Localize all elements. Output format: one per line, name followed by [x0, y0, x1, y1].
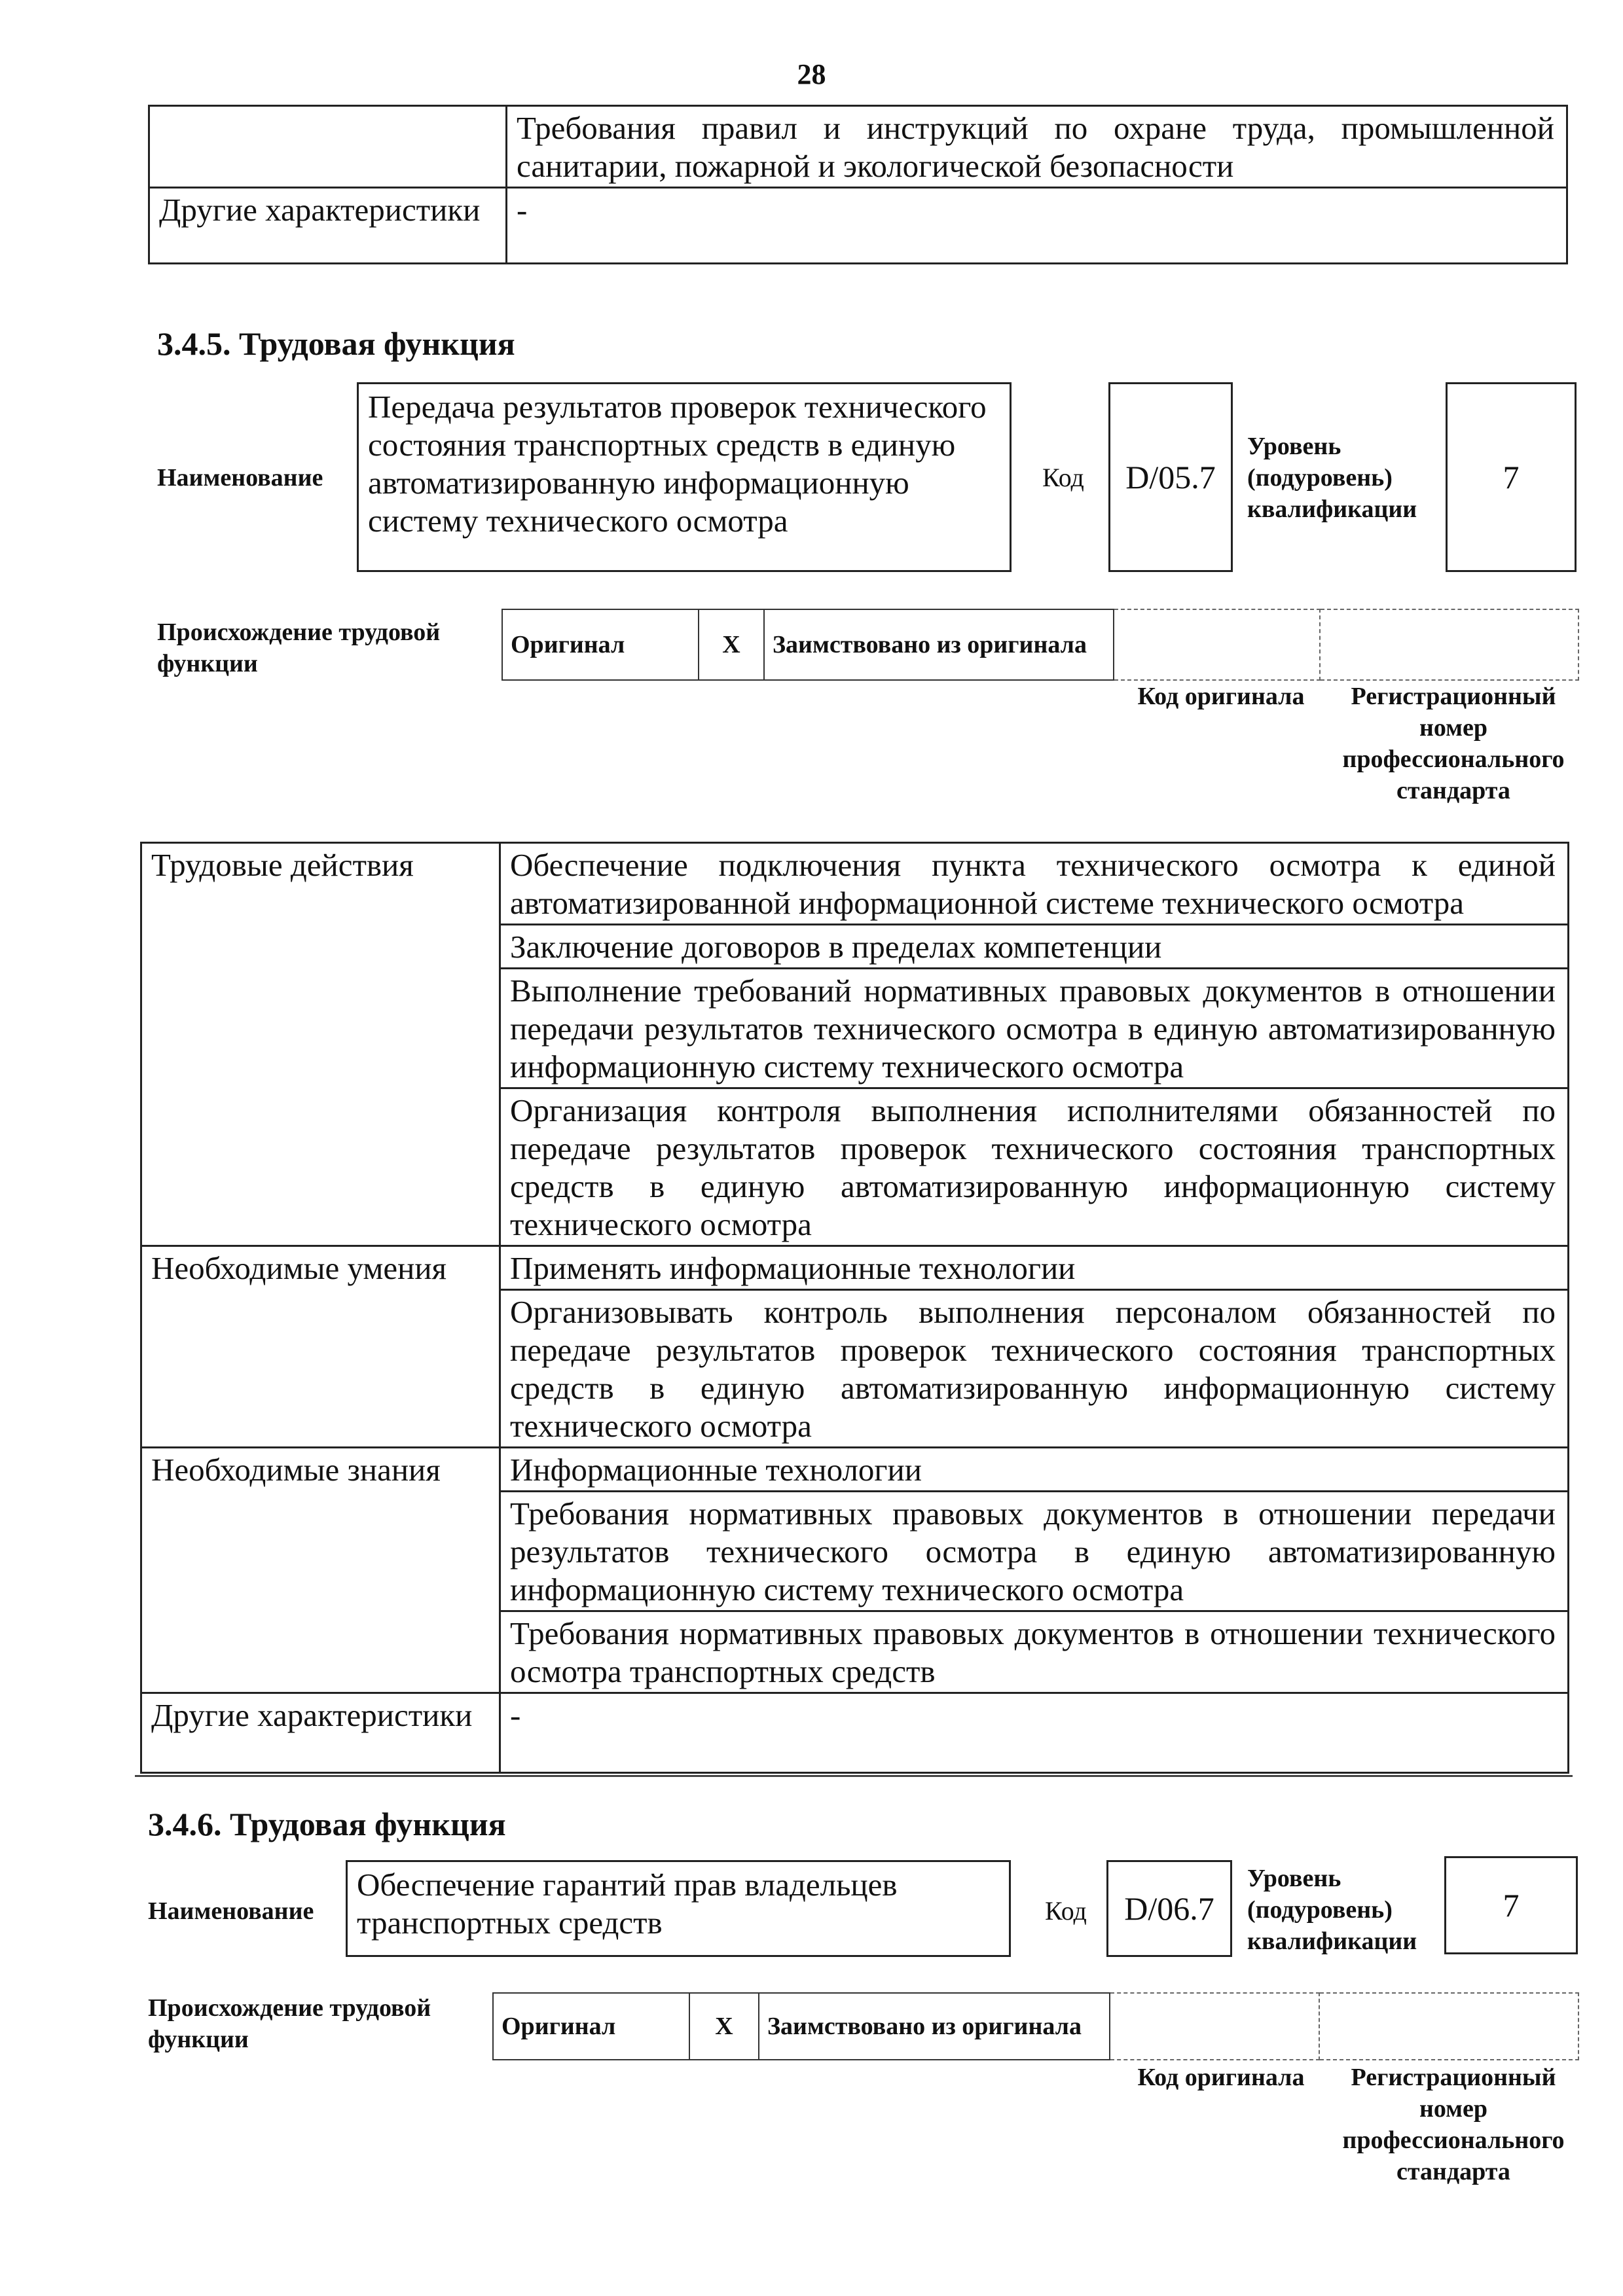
section-345-origin-table: [501, 609, 1579, 681]
section-346-code-box: [1106, 1860, 1232, 1957]
page-number: 28: [797, 58, 826, 90]
section-346-level-label: Уровень (подуровень) квалификации: [1247, 1865, 1417, 1955]
row-value: Требования нормативных правовых документов в отношении технического осмотра транспортных средств: [500, 1611, 1569, 1693]
section-346-caption-reg: Регистрационный номер профессионального стандарта: [1342, 2064, 1565, 2185]
top-table-value-2: -: [507, 188, 1567, 264]
section-346-name-box: [346, 1860, 1011, 1957]
top-table-value-1: Требования правил и инструкций по охране труда, промышленной санитарии, пожарной и экологической безопасности: [507, 106, 1567, 188]
section-345-origin-reg-cell: [1320, 609, 1578, 680]
section-345-origin-mark: X: [699, 609, 764, 680]
section-345-title: 3.4.5. Трудовая функция: [157, 325, 515, 362]
top-table-label-2: Другие характеристики: [149, 188, 507, 264]
divider: [135, 1775, 1573, 1777]
section-346-origin-code-cell: [1110, 1993, 1319, 2060]
section-345-origin-label: Происхождение трудовой функции: [157, 619, 441, 677]
section-346-origin-original: Оригинал: [493, 1993, 689, 2060]
row-value: Информационные технологии: [500, 1448, 1569, 1492]
section-346-origin-borrowed: Заимствовано из оригинала: [759, 1993, 1110, 2060]
section-345-code-value: D/05.7: [1125, 459, 1216, 495]
section-345-table: [140, 842, 1569, 1774]
row-label-knowledge: Необходимые знания: [141, 1448, 500, 1693]
section-345-name-value: Передача результатов проверок технического состояния транспортных средств в единую автоматизированную информационную систему технического осмотра: [368, 389, 987, 539]
section-346-name-label: Наименование: [148, 1897, 314, 1925]
row-value: Обеспечение подключения пункта технического осмотра к единой автоматизированной информационной системе технического осмотра: [500, 843, 1569, 925]
section-346-origin-reg-cell: [1319, 1993, 1578, 2060]
row-value: Организовывать контроль выполнения персоналом обязанностей по передаче результатов проверок технического состояния транспортных средств в единую автоматизированную информационную систему технического осмотра: [500, 1290, 1569, 1448]
section-345-level-box: [1446, 382, 1577, 572]
row-value: Заключение договоров в пределах компетенции: [500, 925, 1569, 969]
section-346-title: 3.4.6. Трудовая функция: [148, 1806, 506, 1842]
row-value: Применять информационные технологии: [500, 1246, 1569, 1290]
section-345-level-label: Уровень (подуровень) квалификации: [1247, 433, 1417, 523]
section-345-caption-code: Код оригинала: [1137, 683, 1305, 710]
section-346-caption-code: Код оригинала: [1137, 2064, 1305, 2091]
row-value: Требования нормативных правовых документов в отношении передачи результатов технического осмотра в единую автоматизированную информационную систему технического осмотра: [500, 1492, 1569, 1611]
section-345-level-value: 7: [1503, 459, 1520, 495]
section-346-origin-label: Происхождение трудовой функции: [148, 1994, 431, 2053]
section-346-name-value: Обеспечение гарантий прав владельцев транспортных средств: [357, 1867, 898, 1941]
section-345-origin-code-cell: [1114, 609, 1320, 680]
row-label-labor-actions: Трудовые действия: [141, 843, 500, 1246]
section-346-code-value: D/06.7: [1124, 1890, 1214, 1927]
section-346-code-label: Код: [1045, 1896, 1087, 1926]
section-345-origin-borrowed: Заимствовано из оригинала: [764, 609, 1114, 680]
section-345-caption-reg: Регистрационный номер профессионального стандарта: [1342, 683, 1565, 804]
row-label-other: Другие характеристики: [141, 1693, 500, 1773]
section-345-name-label: Наименование: [157, 464, 323, 492]
section-345-name-box: [357, 382, 1012, 572]
top-table: [148, 105, 1568, 264]
section-345-code-label: Код: [1042, 463, 1084, 492]
top-table-label-1: [149, 106, 507, 188]
row-value: -: [500, 1693, 1569, 1773]
row-label-skills: Необходимые умения: [141, 1246, 500, 1448]
section-346-origin-mark: X: [689, 1993, 759, 2060]
section-346-origin-table: [492, 1992, 1579, 2060]
section-345-code-box: [1108, 382, 1233, 572]
section-345-origin-original: Оригинал: [502, 609, 699, 680]
row-value: Организация контроля выполнения исполнителями обязанностей по передаче результатов проверок технического состояния транспортных средств в единую автоматизированную информационную систему технического осмотра: [500, 1088, 1569, 1246]
section-346-level-box: [1444, 1856, 1578, 1954]
section-346-level-value: 7: [1503, 1887, 1520, 1924]
row-value: Выполнение требований нормативных правовых документов в отношении передачи результатов технического осмотра в единую автоматизированную информационную систему технического осмотра: [500, 969, 1569, 1088]
